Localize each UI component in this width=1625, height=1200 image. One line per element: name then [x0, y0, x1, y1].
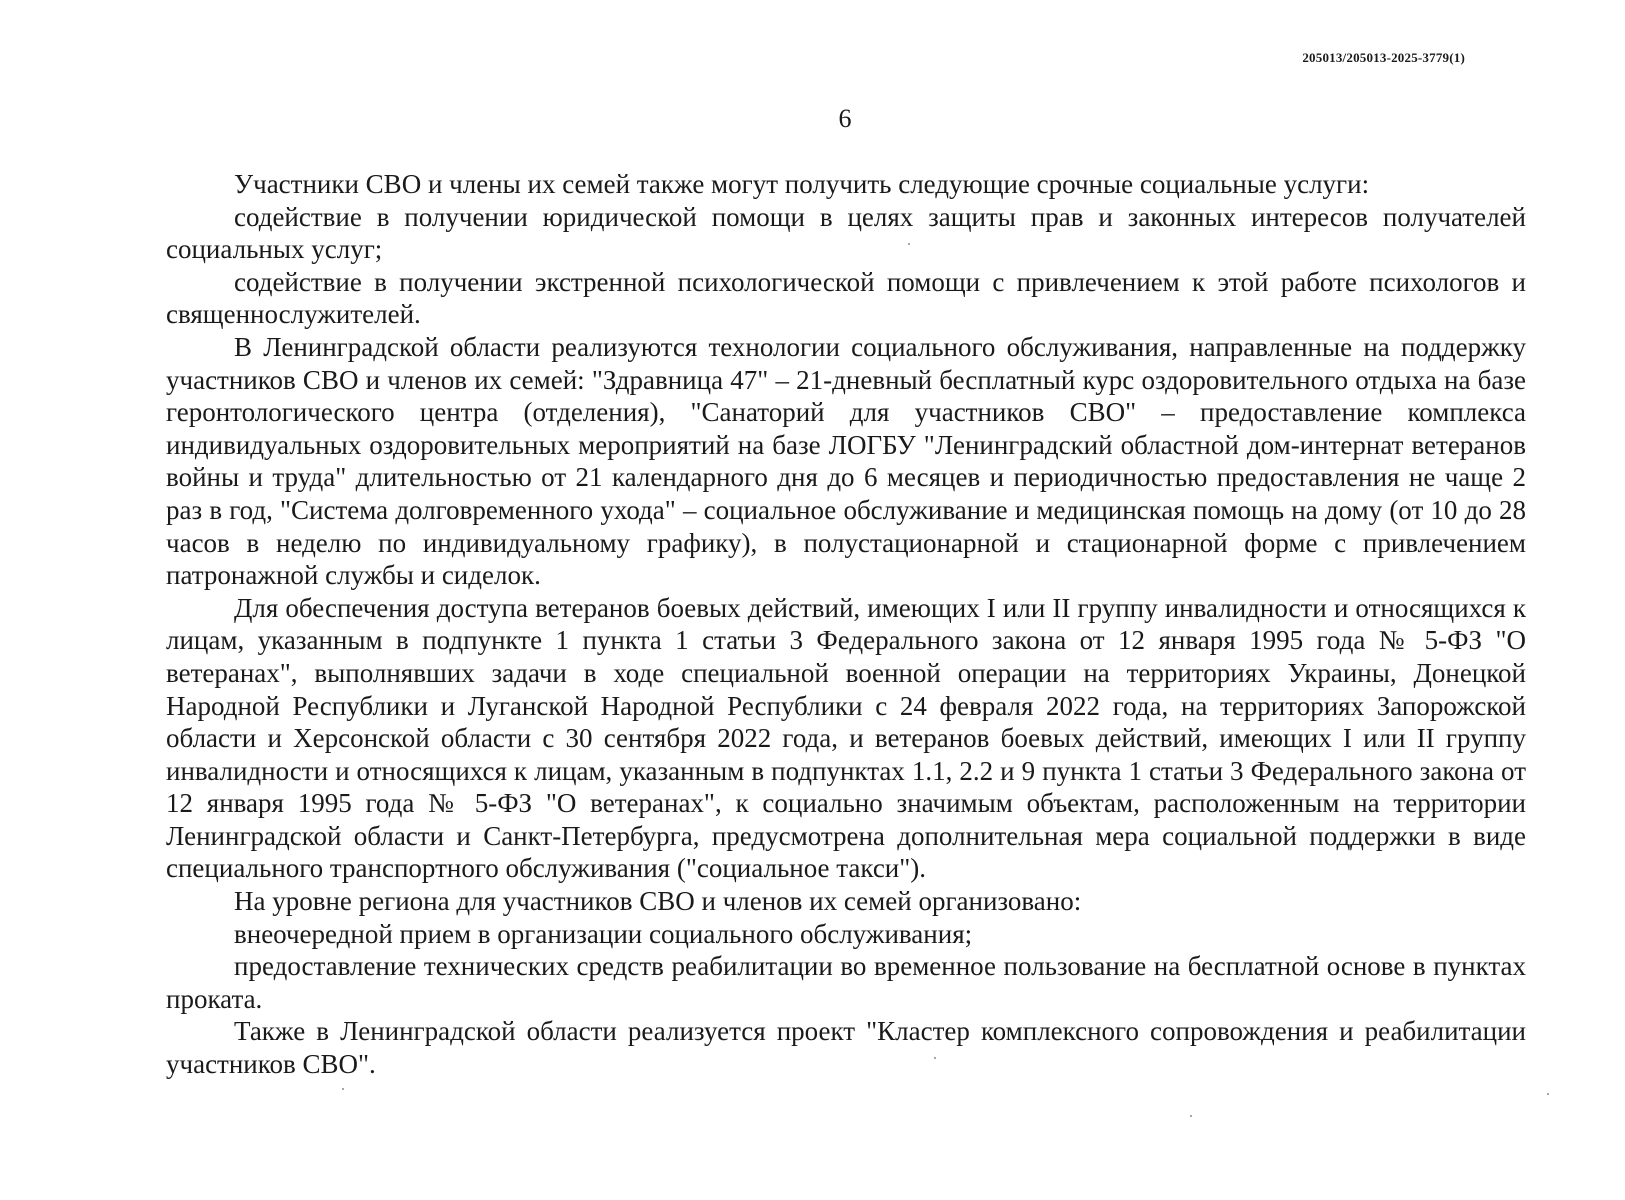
social-technologies-paragraph: В Ленинградской области реализуются технологии социального обслуживания, направленные на поддержку участников СВО и членов их семей: "Здравница 47" – 21-дневный бесплатный курс оздоровительного отдыха на базе геронтологического центра (отделения), "Санаторий для участников СВО" – предоставление комплекса индивидуальных оздоровительных мероприятий на базе ЛОГБУ "Ленинградский областной дом-интернат ветеранов войны и труда" длительностью от 21 календарного дня до 6 месяцев и периодичностью предоставления не чаще 2 раз в год, "Система долговременного ухода" – социальное обслуживание и медицинская помощь на дому (от 10 до 28 часов в неделю по индивидуальному графику), в полустационарной и стационарной форме с привлечением патронажной службы и сиделок. — [166, 331, 1526, 591]
regional-measure-item: предоставление технических средств реабилитации во временное пользование на бесплатной основе в пунктах проката. — [166, 951, 1526, 1014]
urgent-service-item: содействие в получении экстренной психологической помощи с привлечением к этой работе психологов и священнослужителей. — [166, 266, 1526, 330]
scan-speck — [342, 1088, 344, 1090]
scan-speck — [934, 1057, 936, 1059]
scan-speck — [1190, 1115, 1192, 1117]
regional-measures-intro: На уровне региона для участников СВО и членов их семей организовано: — [234, 886, 1082, 917]
urgent-services-intro: Участники СВО и члены их семей также могут получить следующие срочные социальные услуги: — [234, 169, 1370, 199]
urgent-service-item: содействие в получении юридической помощи в целях защиты прав и законных интересов получателей социальных услуг; — [166, 201, 1526, 265]
scan-speck — [908, 243, 910, 245]
social-taxi-paragraph: Для обеспечения доступа ветеранов боевых действий, имеющих I или II группу инвалидности и относящихся к лицам, указанным в подпункте 1 пункта 1 статьи 3 Федерального закона от 12 января 1995 года № 5-ФЗ "О ветеранах", выполнявших задачи в ходе специальной военной операции на территориях Украины, Донецкой Народной Республики и Луганской Народной Республики с 24 февраля 2022 года, на территориях Запорожской области и Херсонской области с 30 сентября 2022 года, и ветеранов боевых действий, имеющих I или II группу инвалидности и относящихся к лицам, указанным в подпунктах 1.1, 2.2 и 9 пункта 1 статьи 3 Федерального закона от 12 января 1995 года № 5-ФЗ "О ветеранах", к социально значимым объектам, расположенным на территории Ленинградской области и Санкт-Петербурга, предусмотрена дополнительная мера социальной поддержки в виде специального транспортного обслуживания ("социальное такси"). — [166, 592, 1526, 884]
cluster-project-paragraph: Также в Ленинградской области реализуется проект "Кластер комплексного сопровождения и реабилитации участников СВО". — [166, 1016, 1526, 1080]
page-number: 6 — [838, 104, 852, 133]
regional-measure-item: внеочередной прием в организации социального обслуживания; — [234, 918, 973, 949]
document-body — [166, 168, 1526, 1081]
scan-speck — [1547, 1093, 1549, 1095]
document-id: 205013/205013-2025-3779(1) — [1302, 50, 1465, 65]
